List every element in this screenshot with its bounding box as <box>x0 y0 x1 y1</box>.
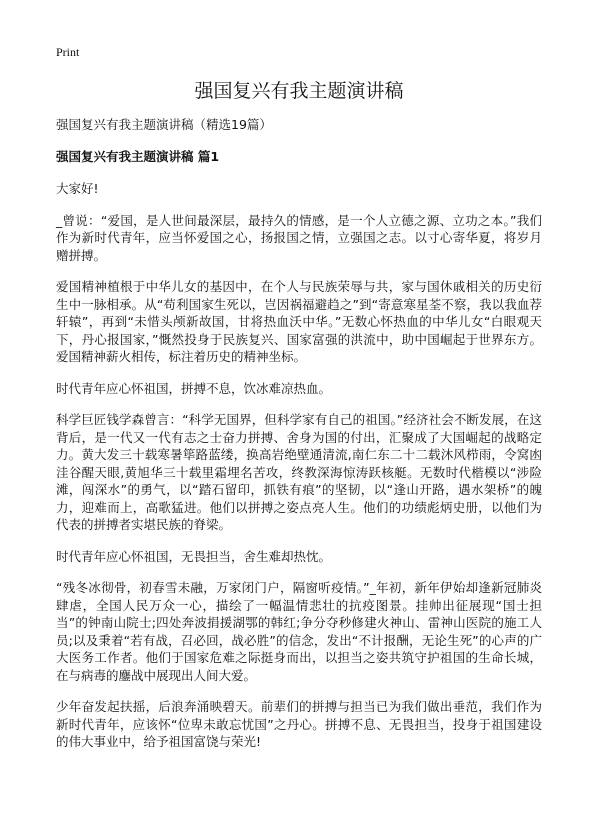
document-subtitle: 强国复兴有我主题演讲稿（精选19篇） <box>56 117 272 132</box>
paragraph-patriotism: 爱国精神植根于中华儿女的基因中，在个人与民族荣辱与共，家与国休戚相关的历史衍生中一脉相承。从“苟利国家生死以，岂因祸福避趋之”到“寄意寒星荃不察，我以我血荐轩辕”，再到“未惜头颅新故国，甘将热血沃中华。”无数心怀热血的中华儿女“白眼观天下，丹心报国家，”慨然投身于民族复兴、国家富强的洪流中，助中国崛起于世界东方。爱国精神薪火相传，标注着历史的精神坐标。 <box>56 279 542 364</box>
page-title: 强国复兴有我主题演讲稿 <box>194 80 404 102</box>
paragraph-closing: 少年奋发起扶摇，后浪奔涌映碧天。前辈们的拼搏与担当已为我们做出垂范，我们作为新时代青年，应该怀“位卑未敢忘忧国”之丹心。拼搏不息、无畏担当，投身于祖国建设的伟大事业中，给予祖国富饶与荣光! <box>56 699 542 749</box>
paragraph-scientists: 科学巨匠钱学森曾言：“科学无国界，但科学家有自己的祖国。”经济社会不断发展，在这背后，是一代又一代有志之士奋力拼搏、舍身为国的付出，汇聚成了大国崛起的战略定力。黄大发三十载寒暑筚路蓝缕，换高岩绝壁通清流,南仁东二十二载沐风栉雨，令窝凼洼谷醒天眼,黄旭华三十载里霜埋名苦攻，终教深海惊涛跃核艇。无数时代楷模以“涉险滩，闯深水”的勇气，以“踏石留印，抓铁有痕”的坚韧，以“逢山开路，遇水架桥”的魄力，迎难而上，高歌猛进。他们以拼搏之姿点亮人生。他们的功绩彪炳史册，以他们为代表的拼搏者实堪民族的脊梁。 <box>56 412 542 532</box>
paragraph-greeting: 大家好! <box>56 181 99 196</box>
paragraph-heading-striving: 时代青年应心怀祖国，拼搏不息，饮冰难凉热血。 <box>56 380 332 396</box>
section-title: 强国复兴有我主题演讲稿 篇1 <box>56 149 220 164</box>
paragraph-heading-responsibility: 时代青年应心怀祖国，无畏担当，舍生难却热忱。 <box>56 548 332 564</box>
paragraph-epidemic: “残冬冰彻骨，初春雪未融，万家闭门户，隔窗听疫情。”_年初，新年伊始却逢新冠肺炎肆虐，全国人民万众一心，描绘了一幅温情悲壮的抗疫图景。挂帅出征展现“国士担当”的钟南山院士;四处奔波捐援湖鄂的韩红;争分夺秒修建火神山、雷神山医院的施工人员;以及秉着“若有战，召必回，战必胜”的信念，发出“不计报酬，无论生死”的心声的广大医务工作者。他们于国家危难之际挺身而出，以担当之姿共筑守护祖国的生命长城，在与病毒的鏖战中展现出人间大爱。 <box>56 580 542 683</box>
paragraph-quote: _曾说：“爱国，是人世间最深层，最持久的情感，是一个人立德之源、立功之本。”我们作为新时代青年，应当怀爱国之心，扬报国之情，立强国之志。以寸心寄华夏，将岁月赠拼搏。 <box>56 212 542 263</box>
print-label: Print <box>56 45 80 59</box>
